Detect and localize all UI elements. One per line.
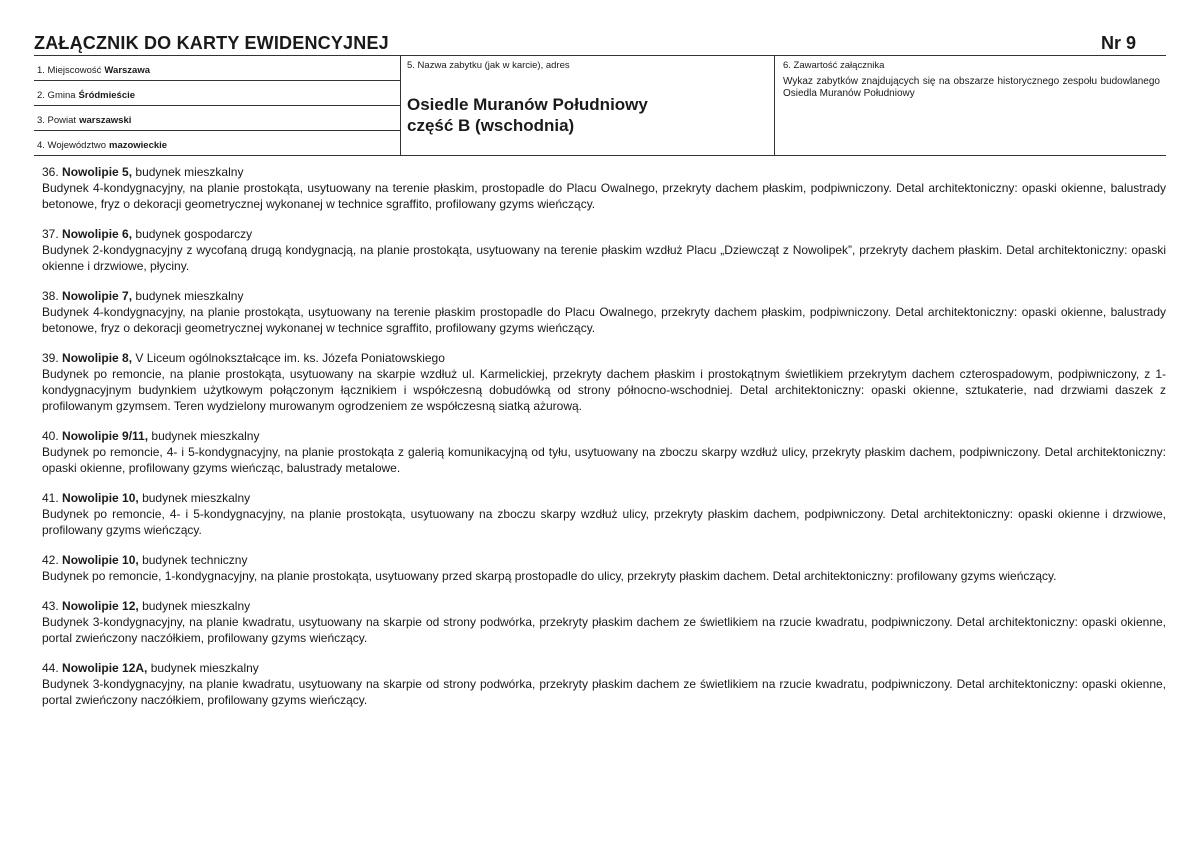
list-item xyxy=(42,226,1166,274)
attachment-content-column xyxy=(775,56,1166,155)
entry-type: budynek techniczny xyxy=(142,553,248,567)
entry-description: Budynek 4-kondygnacyjny, na planie prostokąta, usytuowany na terenie płaskim prostopadle do Placu Owalnego, przekryty dachem płaskim, podpiwniczony. Detal architektoniczny: opaski okienne, balustrady betonowe, fryz o dekoracji geometrycznej wykonanej w technice sgraffito, profilowany gzyms wieńczący. xyxy=(42,305,1166,335)
entry-number: 36. xyxy=(42,165,59,179)
monument-name-line2: część B (wschodnia) xyxy=(407,116,575,135)
entry-number: 42. xyxy=(42,553,59,567)
monument-name-column xyxy=(401,56,775,155)
list-item xyxy=(42,598,1166,646)
powiat-value: warszawski xyxy=(79,115,132,126)
powiat-cell xyxy=(34,106,400,131)
zawartosc-label: 6. Zawartość załącznika xyxy=(783,60,885,71)
nazwa-label: 5. Nazwa zabytku (jak w karcie), adres xyxy=(407,60,570,71)
entry-address: Nowolipie 10, xyxy=(62,491,139,505)
entry-address: Nowolipie 6, xyxy=(62,227,133,241)
zawartosc-text: Wykaz zabytków znajdujących się na obszarze historycznego zespołu budowlanego Osiedla Muranów Południowy xyxy=(783,76,1160,99)
entry-description: Budynek 3-kondygnacyjny, na planie kwadratu, usytuowany na skarpie od strony podwórka, przekryty płaskim dachem ze świetlikiem na rzucie kwadratu, podpiwniczony. Detal architektoniczny: opaski okienne, portal zwieńczony naczółkiem, profilowany gzyms wieńczący. xyxy=(42,677,1166,707)
entry-description: Budynek po remoncie, 4- i 5-kondygnacyjny, na planie prostokąta z galerią komunikacyjną od tyłu, usytuowany na zboczu skarpy wzdłuż ulicy, przekryty płaskim dachem, podpiwniczony. Detal architektoniczny: opaski okienne, profilowany gzyms wieńcząc, balustrady metalowe. xyxy=(42,445,1166,475)
entry-type: budynek mieszkalny xyxy=(142,491,251,505)
entry-number: 41. xyxy=(42,491,59,505)
entry-heading xyxy=(42,598,1166,614)
entry-description: Budynek 3-kondygnacyjny, na planie kwadratu, usytuowany na skarpie od strony podwórka, przekryty płaskim dachem ze świetlikiem na rzucie kwadratu, podpiwniczony. Detal architektoniczny: opaski okienne, portal zwieńczony naczółkiem, profilowany gzyms wieńczący. xyxy=(42,615,1166,645)
entry-heading xyxy=(42,428,1166,444)
entry-address: Nowolipie 8, xyxy=(62,351,133,365)
entry-number: 37. xyxy=(42,227,59,241)
entry-type: budynek gospodarczy xyxy=(135,227,253,241)
entry-number: 43. xyxy=(42,599,59,613)
document-page xyxy=(34,32,1166,722)
entry-description: Budynek 2-kondygnacyjny z wycofaną drugą kondygnacją, na planie prostokąta, usytuowany na terenie płaskim wzdłuż Placu „Dziewcząt z Nowolipek”, przekryty dachem płaskim. Detal architektoniczny: opaski okienne i drzwiowe, płyciny. xyxy=(42,243,1166,273)
entry-type: budynek mieszkalny xyxy=(135,165,244,179)
location-column xyxy=(34,56,401,155)
list-item xyxy=(42,660,1166,708)
entries-list xyxy=(34,164,1166,708)
entry-number: 44. xyxy=(42,661,59,675)
entry-heading xyxy=(42,288,1166,304)
powiat-label: 3. Powiat xyxy=(37,115,77,126)
document-title: ZAŁĄCZNIK DO KARTY EWIDENCYJNEJ xyxy=(34,33,389,53)
list-item xyxy=(42,490,1166,538)
wojewodztwo-label: 4. Województwo xyxy=(37,140,106,151)
entry-type: budynek mieszkalny xyxy=(135,289,244,303)
entry-address: Nowolipie 12, xyxy=(62,599,139,613)
entry-heading xyxy=(42,164,1166,180)
entry-heading xyxy=(42,660,1166,676)
list-item xyxy=(42,288,1166,336)
list-item xyxy=(42,164,1166,212)
entry-address: Nowolipie 7, xyxy=(62,289,133,303)
list-item xyxy=(42,428,1166,476)
entry-type: budynek mieszkalny xyxy=(142,599,251,613)
miejscowosc-value: Warszawa xyxy=(104,65,151,76)
monument-name-line1: Osiedle Muranów Południowy xyxy=(407,95,648,114)
header-table xyxy=(34,56,1166,156)
entry-description: Budynek po remoncie, 4- i 5-kondygnacyjny, na planie prostokąta, usytuowany na zboczu skarpy wzdłuż ulicy, przekryty płaskim dachem, podpiwniczony. Detal architektoniczny: opaski okienne i drzwiowe, profilowany gzyms wieńczący. xyxy=(42,507,1166,537)
gmina-value: Śródmieście xyxy=(78,90,136,101)
list-item xyxy=(42,552,1166,584)
entry-address: Nowolipie 5, xyxy=(62,165,133,179)
wojewodztwo-value: mazowieckie xyxy=(109,140,168,151)
miejscowosc-cell xyxy=(34,56,400,81)
gmina-cell xyxy=(34,81,400,106)
entry-type: V Liceum ogólnokształcące im. ks. Józefa Poniatowskiego xyxy=(135,351,445,365)
entry-heading xyxy=(42,552,1166,568)
entry-number: 38. xyxy=(42,289,59,303)
entry-description: Budynek 4-kondygnacyjny, na planie prostokąta, usytuowany na terenie płaskim, prostopadle do Placu Owalnego, przekryty dachem płaskim, podpiwniczony. Detal architektoniczny: opaski okienne, balustrady betonowe, fryz o dekoracji geometrycznej wykonanej w technice sgraffito, profilowany gzyms wieńczący. xyxy=(42,181,1166,211)
entry-description: Budynek po remoncie, 1-kondygnacyjny, na planie prostokąta, usytuowany przed skarpą prostopadle do ulicy, przekryty płaskim dachem. Detal architektoniczny: profilowany gzyms wieńczący. xyxy=(42,569,1057,583)
wojewodztwo-cell xyxy=(34,131,400,155)
gmina-label: 2. Gmina xyxy=(37,90,76,101)
entry-address: Nowolipie 9/11, xyxy=(62,429,149,443)
entry-address: Nowolipie 12A, xyxy=(62,661,148,675)
entry-heading xyxy=(42,490,1166,506)
document-number: Nr 9 xyxy=(1100,33,1136,53)
entry-heading xyxy=(42,350,1166,366)
entry-number: 40. xyxy=(42,429,59,443)
title-row xyxy=(34,32,1166,56)
entry-number: 39. xyxy=(42,351,59,365)
entry-description: Budynek po remoncie, na planie prostokąta, usytuowany na skarpie wzdłuż ul. Karmelickiej, przekryty dachem płaskim i prostokątnym świetlikiem przekrytym dachem czterospadowym, podpiwniczony, z 1-kondygnacyjnym budynkiem użytkowym połączonym łącznikiem i współczesną dobudówką od strony północno-wschodniej. Detal architektoniczny: opaski okienne, sztukaterie, nad drzwiami daszek z profilowanym gzymsem. Teren wydzielony murowanym ogrodzeniem ze współczesną siatką ażurową. xyxy=(42,367,1166,413)
entry-type: budynek mieszkalny xyxy=(151,429,260,443)
entry-heading xyxy=(42,226,1166,242)
entry-type: budynek mieszkalny xyxy=(150,661,259,675)
monument-name xyxy=(407,94,648,136)
entry-address: Nowolipie 10, xyxy=(62,553,139,567)
miejscowosc-label: 1. Miejscowość xyxy=(37,65,102,76)
list-item xyxy=(42,350,1166,414)
